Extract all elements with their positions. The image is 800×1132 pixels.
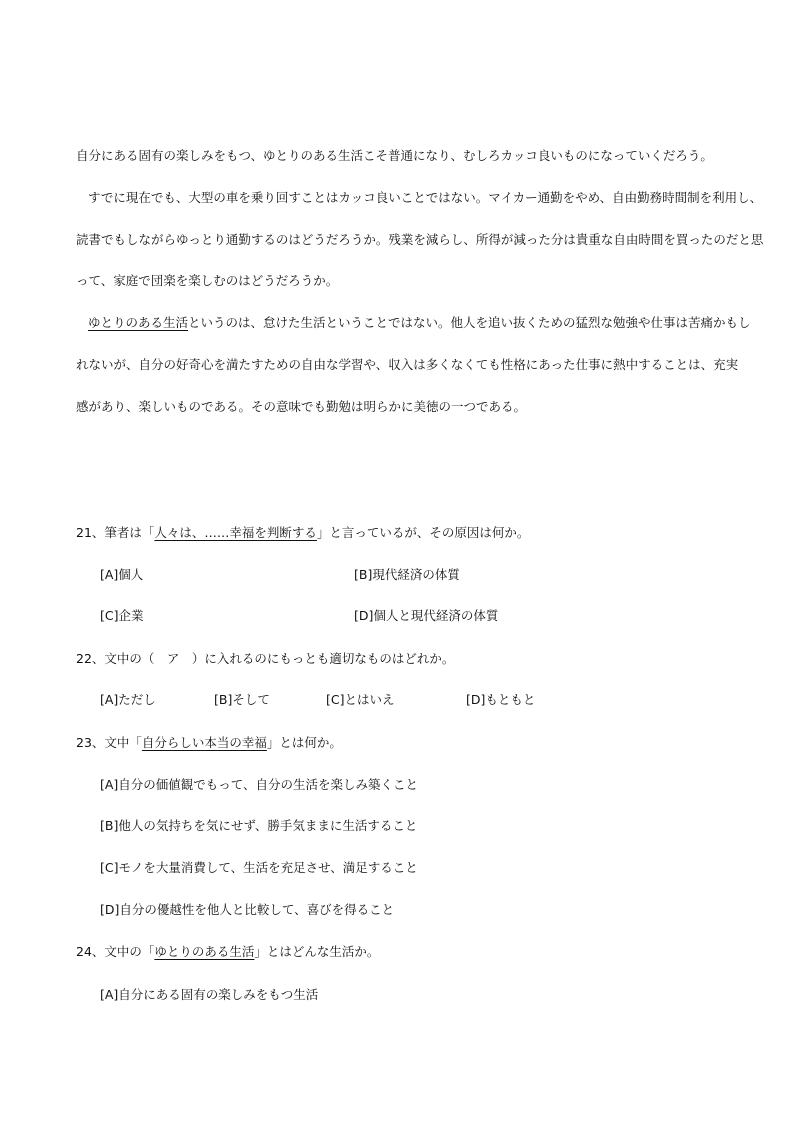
question-21 <box>76 525 529 541</box>
option-c[interactable]: [C]モノを大量消費して、生活を充足させ、満足すること <box>100 860 418 875</box>
option-a[interactable]: [A]個人 <box>100 567 144 582</box>
passage-line: 感があり、楽しいものである。その意味でも勤勉は明らかに美徳の一つである。 <box>76 399 527 414</box>
question-prefix: 23、文中「 <box>76 735 142 750</box>
question-suffix: 」とは何か。 <box>266 735 342 750</box>
passage-line: って、家庭で団楽を楽しむのはどうだろうか。 <box>76 273 339 288</box>
underlined-phrase: ゆとりのある生活 <box>88 315 189 330</box>
option-a[interactable]: [A]自分の価値観でもって、自分の生活を楽しみ築くこと <box>100 777 419 792</box>
option-c[interactable]: [C]企業 <box>100 608 144 623</box>
underlined-quote: 自分らしい本当の幸福 <box>141 735 267 750</box>
option-b[interactable]: [B]現代経済の体質 <box>354 567 460 582</box>
underlined-quote: ゆとりのある生活 <box>154 944 255 959</box>
option-b[interactable]: [B]他人の気持ちを気にせず、勝手気ままに生活すること <box>100 818 418 833</box>
passage-text: というのは、怠けた生活ということではない。他人を追い抜くための猛烈な勉強や仕事は苦痛かもし <box>188 315 751 330</box>
question-suffix: 」と言っているが、その原因は何か。 <box>316 525 530 540</box>
option-a[interactable]: [A]ただし <box>100 692 156 707</box>
question-22: 22、文中の（ ア ）に入れるのにもっとも適切なものはどれか。 <box>76 651 455 666</box>
underlined-quote: 人々は、……幸福を判断する <box>154 525 317 540</box>
option-a[interactable]: [A]自分にある固有の楽しみをもつ生活 <box>100 987 319 1002</box>
passage-line: すでに現在でも、大型の車を乗り回すことはカッコ良いことではない。マイカー通勤をやめ、自由勤務時間制を利用し、 <box>88 190 763 205</box>
question-prefix: 21、筆者は「 <box>76 525 155 540</box>
option-d[interactable]: [D]個人と現代経済の体質 <box>354 608 499 623</box>
passage-line <box>88 315 751 331</box>
option-d[interactable]: [D]もともと <box>466 692 536 707</box>
passage-line: れないが、自分の好奇心を満たすための自由な学習や、収入は多くなくても性格にあった仕事に熱中することは、充実 <box>76 357 739 372</box>
option-b[interactable]: [B]そして <box>214 692 270 707</box>
question-23 <box>76 735 342 751</box>
question-suffix: 」とはどんな生活か。 <box>254 944 380 959</box>
option-c[interactable]: [C]とはいえ <box>326 692 395 707</box>
passage-line: 読書でもしながらゆっとり通勤するのはどうだろうか。残業を減らし、所得が減った分は貴重な自由時間を買ったのだと思 <box>76 232 764 247</box>
passage-line: 自分にある固有の楽しみをもつ、ゆとりのある生活こそ普通になり、むしろカッコ良いものになっていくだろう。 <box>76 148 713 163</box>
question-prefix: 24、文中の「 <box>76 944 155 959</box>
question-24 <box>76 944 379 960</box>
option-d[interactable]: [D]自分の優越性を他人と比較して、喜びを得ること <box>100 902 395 917</box>
